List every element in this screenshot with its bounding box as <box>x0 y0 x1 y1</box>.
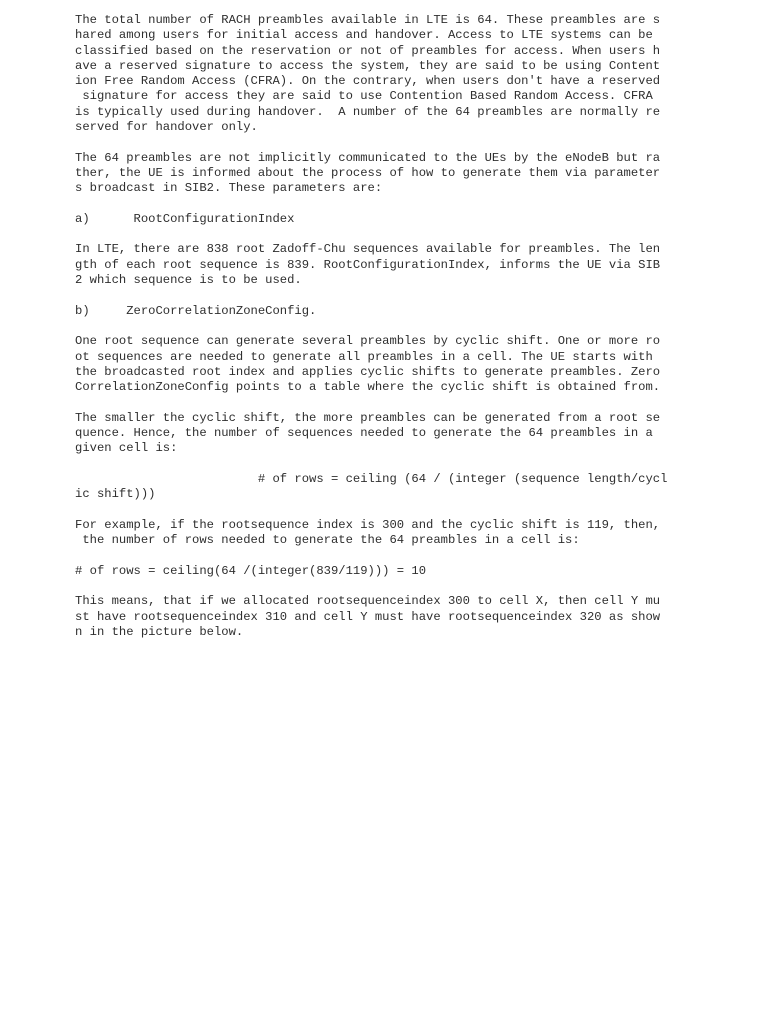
text-line: gth of each root sequence is 839. RootConfigurationIndex, informs the UE via SIB <box>75 257 661 272</box>
text-line: ave a reserved signature to access the system, they are said to be using Content <box>75 58 661 73</box>
text-line: # of rows = ceiling (64 / (integer (sequence length/cycl <box>75 471 668 486</box>
text-line: b) ZeroCorrelationZoneConfig. <box>75 303 317 318</box>
text-line: One root sequence can generate several preambles by cyclic shift. One or more ro <box>75 334 661 349</box>
para-cyclic-shift <box>75 334 675 395</box>
text-line: 2 which sequence is to be used. <box>75 273 302 288</box>
para-root-sequences <box>75 242 675 288</box>
list-item-a <box>75 212 675 227</box>
text-line: ion Free Random Access (CFRA). On the contrary, when users don't have a reserved <box>75 74 661 89</box>
text-line: ic shift))) <box>75 487 156 502</box>
text-line: a) RootConfigurationIndex <box>75 211 295 226</box>
text-line: the number of rows needed to generate the 64 preambles in a cell is: <box>75 533 580 548</box>
text-line: classified based on the reservation or not of preambles for access. When users h <box>75 43 661 58</box>
text-line: signature for access they are said to use Contention Based Random Access. CFRA <box>75 89 653 104</box>
list-item-b <box>75 304 675 319</box>
formula-example <box>75 564 675 579</box>
text-line: The total number of RACH preambles available in LTE is 64. These preambles are s <box>75 13 661 27</box>
text-line: This means, that if we allocated rootsequenceindex 300 to cell X, then cell Y mu <box>75 594 661 609</box>
text-line: hared among users for initial access and handover. Access to LTE systems can be <box>75 28 653 43</box>
document-page <box>75 13 675 655</box>
text-line: st have rootsequenceindex 310 and cell Y must have rootsequenceindex 320 as show <box>75 609 661 624</box>
text-line: is typically used during handover. A number of the 64 preambles are normally re <box>75 104 661 119</box>
para-sib2-parameters <box>75 151 675 197</box>
para-example <box>75 518 675 549</box>
text-line: # of rows = ceiling(64 /(integer(839/119))) = 10 <box>75 563 427 578</box>
text-line: The 64 preambles are not implicitly communicated to the UEs by the eNodeB but ra <box>75 150 661 165</box>
text-line: s broadcast in SIB2. These parameters are: <box>75 181 383 196</box>
text-line: In LTE, there are 838 root Zadoff-Chu sequences available for preambles. The len <box>75 242 661 257</box>
text-line: served for handover only. <box>75 120 258 135</box>
text-line: n in the picture below. <box>75 624 244 639</box>
text-line: For example, if the rootsequence index is 300 and the cyclic shift is 119, then, <box>75 517 661 532</box>
text-line: The smaller the cyclic shift, the more preambles can be generated from a root se <box>75 410 661 425</box>
text-line: quence. Hence, the number of sequences needed to generate the 64 preambles in a <box>75 426 653 441</box>
text-line: ther, the UE is informed about the process of how to generate them via parameter <box>75 165 661 180</box>
para-rach-intro <box>75 13 675 135</box>
para-smaller-shift <box>75 411 675 457</box>
para-allocation <box>75 594 675 640</box>
text-line: ot sequences are needed to generate all preambles in a cell. The UE starts with <box>75 349 653 364</box>
text-line: given cell is: <box>75 441 178 456</box>
formula-rows <box>75 472 675 503</box>
text-line: CorrelationZoneConfig points to a table where the cyclic shift is obtained from. <box>75 380 661 395</box>
text-line: the broadcasted root index and applies cyclic shifts to generate preambles. Zero <box>75 364 661 379</box>
